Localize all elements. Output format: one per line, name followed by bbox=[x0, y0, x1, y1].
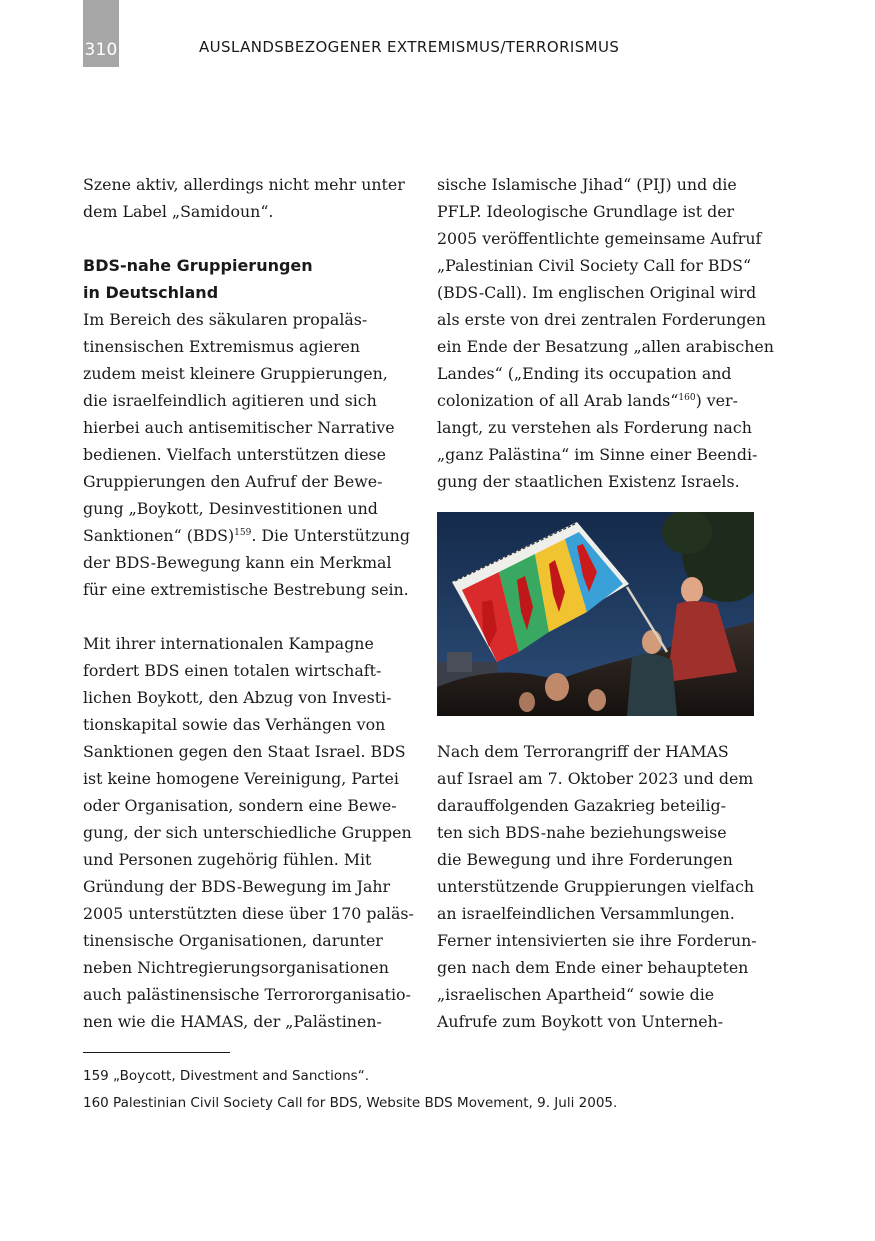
text-line: Aufrufe zum Boykott von Unterneh- bbox=[437, 1012, 724, 1031]
right-column bbox=[437, 171, 774, 495]
text-line: lichen Boykott, den Abzug von Investi- bbox=[83, 688, 392, 707]
text-line: Sanktionen gegen den Staat Israel. BDS bbox=[83, 742, 406, 761]
text-line: hierbei auch antisemitischer Narrative bbox=[83, 418, 395, 437]
left-column bbox=[83, 171, 414, 1035]
text-line: unterstützende Gruppierungen vielfach bbox=[437, 877, 755, 896]
text-line: langt, zu verstehen als Forderung nach bbox=[437, 418, 752, 437]
text-line: ten sich BDS-nahe beziehungsweise bbox=[437, 823, 727, 842]
text-line: tinensischen Extremismus agieren bbox=[83, 337, 361, 356]
text-line: gung „Boykott, Desinvestitionen und bbox=[83, 499, 378, 518]
text-line: ist keine homogene Vereinigung, Partei bbox=[83, 769, 399, 788]
text-line: (BDS-Call). Im englischen Original wird bbox=[437, 283, 757, 302]
text-line: Gruppierungen den Aufruf der Bewe- bbox=[83, 472, 383, 491]
text-line: fordert BDS einen totalen wirtschaft- bbox=[83, 661, 382, 680]
text-line: ein Ende der Besatzung „allen arabischen bbox=[437, 337, 774, 356]
text-line: die israelfeindlich agitieren und sich bbox=[83, 391, 377, 410]
footnote-ref-160[interactable]: 160 bbox=[678, 393, 696, 403]
text-line: oder Organisation, sondern eine Bewe- bbox=[83, 796, 397, 815]
text-line: „israelischen Apartheid“ sowie die bbox=[437, 985, 715, 1004]
running-title: AUSLANDSBEZOGENER EXTREMISMUS/TERRORISMUS bbox=[199, 38, 620, 56]
text-line: gen nach dem Ende einer behaupteten bbox=[437, 958, 749, 977]
protest-photo bbox=[437, 512, 754, 716]
text-line: und Personen zugehörig fühlen. Mit bbox=[83, 850, 372, 869]
text-line: „Palestinian Civil Society Call for BDS“ bbox=[437, 256, 752, 275]
text-line: 2005 veröffentlichte gemeinsame Aufruf bbox=[437, 229, 762, 248]
text-run: colonization of all Arab lands“ bbox=[437, 391, 679, 410]
text-line: auf Israel am 7. Oktober 2023 und dem bbox=[437, 769, 754, 788]
text-line: für eine extremistische Bestrebung sein. bbox=[83, 580, 409, 599]
text-line bbox=[437, 387, 759, 414]
text-line: auch palästinensische Terrororganisatio- bbox=[83, 985, 411, 1004]
page-number: 310 bbox=[84, 40, 118, 60]
text-line: Gründung der BDS-Bewegung im Jahr bbox=[83, 877, 391, 896]
text-line: tinensische Organisationen, darunter bbox=[83, 931, 383, 950]
footnote-ref-159[interactable]: 159 bbox=[234, 528, 252, 538]
text-line: als erste von drei zentralen Forderungen bbox=[437, 310, 766, 329]
page-number-tab bbox=[83, 0, 119, 67]
text-line: darauffolgenden Gazakrieg beteilig- bbox=[437, 796, 726, 815]
text-run: Sanktionen“ (BDS) bbox=[83, 526, 235, 545]
text-line: der BDS-Bewegung kann ein Merkmal bbox=[83, 553, 392, 572]
text-line: Nach dem Terrorangriff der HAMAS bbox=[437, 742, 729, 761]
footnote-160: 160 Palestinian Civil Society Call for BDS, Website BDS Movement, 9. Juli 2005. bbox=[83, 1095, 618, 1111]
section-heading: BDS-nahe Gruppierungen bbox=[83, 256, 313, 275]
text-line: bedienen. Vielfach unterstützen diese bbox=[83, 445, 387, 464]
section-heading: in Deutschland bbox=[83, 283, 219, 302]
text-line: PFLP. Ideologische Grundlage ist der bbox=[437, 202, 735, 221]
text-line: gung der staatlichen Existenz Israels. bbox=[437, 472, 740, 491]
text-run: . Die Unterstützung bbox=[251, 526, 410, 545]
text-line: „ganz Palästina“ im Sinne einer Beendi- bbox=[437, 445, 758, 464]
text-line: Mit ihrer internationalen Kampagne bbox=[83, 634, 374, 653]
text-line: Szene aktiv, allerdings nicht mehr unter bbox=[83, 175, 405, 194]
text-line: die Bewegung und ihre Forderungen bbox=[437, 850, 733, 869]
text-line: Landes“ („Ending its occupation and bbox=[437, 364, 732, 383]
text-line: dem Label „Samidoun“. bbox=[83, 202, 274, 221]
footnote-159: 159 „Boycott, Divestment and Sanctions“. bbox=[83, 1068, 369, 1084]
text-line bbox=[83, 522, 410, 549]
text-line: 2005 unterstützten diese über 170 paläs- bbox=[83, 904, 414, 923]
right-column-lower bbox=[437, 738, 759, 1035]
text-run: ) ver- bbox=[695, 391, 738, 410]
text-line: gung, der sich unterschiedliche Gruppen bbox=[83, 823, 412, 842]
text-line: an israelfeindlichen Versammlungen. bbox=[437, 904, 735, 923]
text-line: neben Nichtregierungsorganisationen bbox=[83, 958, 389, 977]
text-line: zudem meist kleinere Gruppierungen, bbox=[83, 364, 388, 383]
text-line: Ferner intensivierten sie ihre Forderun- bbox=[437, 931, 757, 950]
footnote-divider bbox=[83, 1052, 230, 1053]
text-line: nen wie die HAMAS, der „Palästinen- bbox=[83, 1012, 382, 1031]
text-line: Im Bereich des säkularen propaläs- bbox=[83, 310, 368, 329]
text-line: tionskapital sowie das Verhängen von bbox=[83, 715, 386, 734]
text-line: sische Islamische Jihad“ (PIJ) und die bbox=[437, 175, 737, 194]
